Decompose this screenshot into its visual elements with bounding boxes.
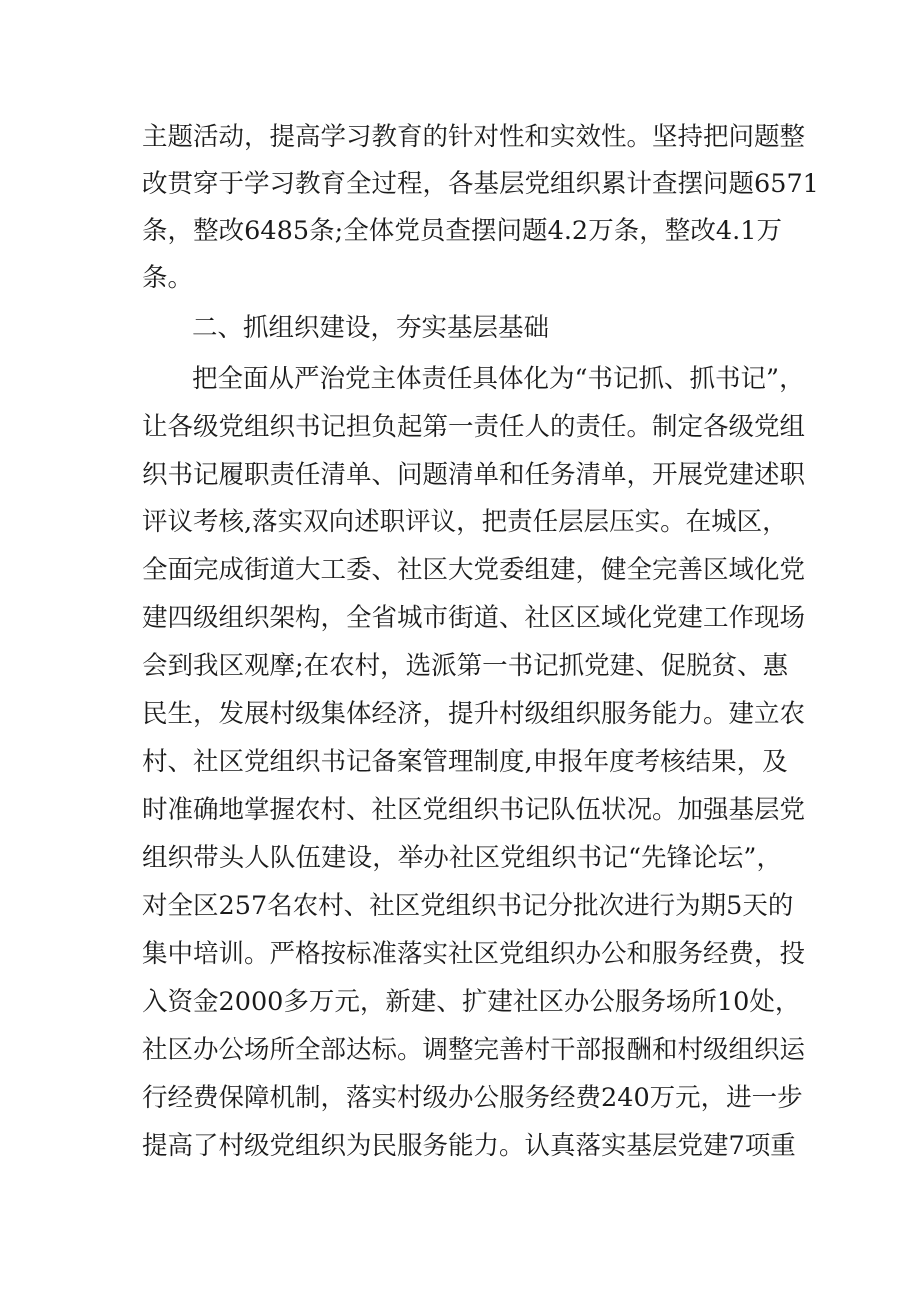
text-line: 会到我区观摩;在农村，选派第一书记抓党建、促脱贫、惠: [142, 651, 789, 681]
text-line: 组织带头人队伍建设，举办社区党组织书记“先锋论坛”，: [142, 843, 782, 873]
text-line: 对全区257名农村、社区党组织书记分批次进行为期5天的: [142, 891, 794, 921]
text-line: 村、社区党组织书记备案管理制度,申报年度考核结果，及: [142, 747, 788, 777]
text-line: 让各级党组织书记担负起第一责任人的责任。制定各级党组: [142, 412, 806, 442]
text-line: 主题活动，提高学习教育的针对性和实效性。坚持把问题整: [142, 122, 806, 152]
text-line: 织书记履职责任清单、问题清单和任务清单，开展党建述职: [142, 460, 806, 490]
text-line: 集中培训。严格按标准落实社区党组织办公和服务经费，投: [142, 939, 806, 969]
text-line: 全面完成街道大工委、社区大党委组建，健全完善区域化党: [142, 555, 806, 585]
text-line: 评议考核,落实双向述职评议，把责任层层压实。在城区，: [142, 507, 788, 537]
text-line: 民生，发展村级集体经济，提升村级组织服务能力。建立农: [142, 699, 806, 729]
section-heading: 二、抓组织建设，夯实基层基础: [192, 313, 550, 343]
text-line: 条，整改6485条;全体党员查摆问题4.2万条，整改4.1万: [142, 216, 782, 246]
text-line: 社区办公场所全部达标。调整完善村干部报酬和村级组织运: [142, 1035, 806, 1065]
text-line: 入资金2000多万元，新建、扩建社区办公服务场所10处，: [142, 987, 801, 1017]
text-line: 条。: [142, 263, 194, 293]
text-line: 提高了村级党组织为民服务能力。认真落实基层党建7项重: [142, 1131, 796, 1161]
text-line: 把全面从严治党主体责任具体化为“书记抓、抓书记”，: [192, 364, 805, 394]
text-line: 行经费保障机制，落实村级办公服务经费240万元，进一步: [142, 1083, 803, 1113]
text-line: 建四级组织架构，全省城市街道、社区区域化党建工作现场: [142, 603, 806, 633]
text-line: 时准确地掌握农村、社区党组织书记队伍状况。加强基层党: [142, 795, 806, 825]
text-line: 改贯穿于学习教育全过程，各基层党组织累计查摆问题6571: [142, 169, 819, 199]
